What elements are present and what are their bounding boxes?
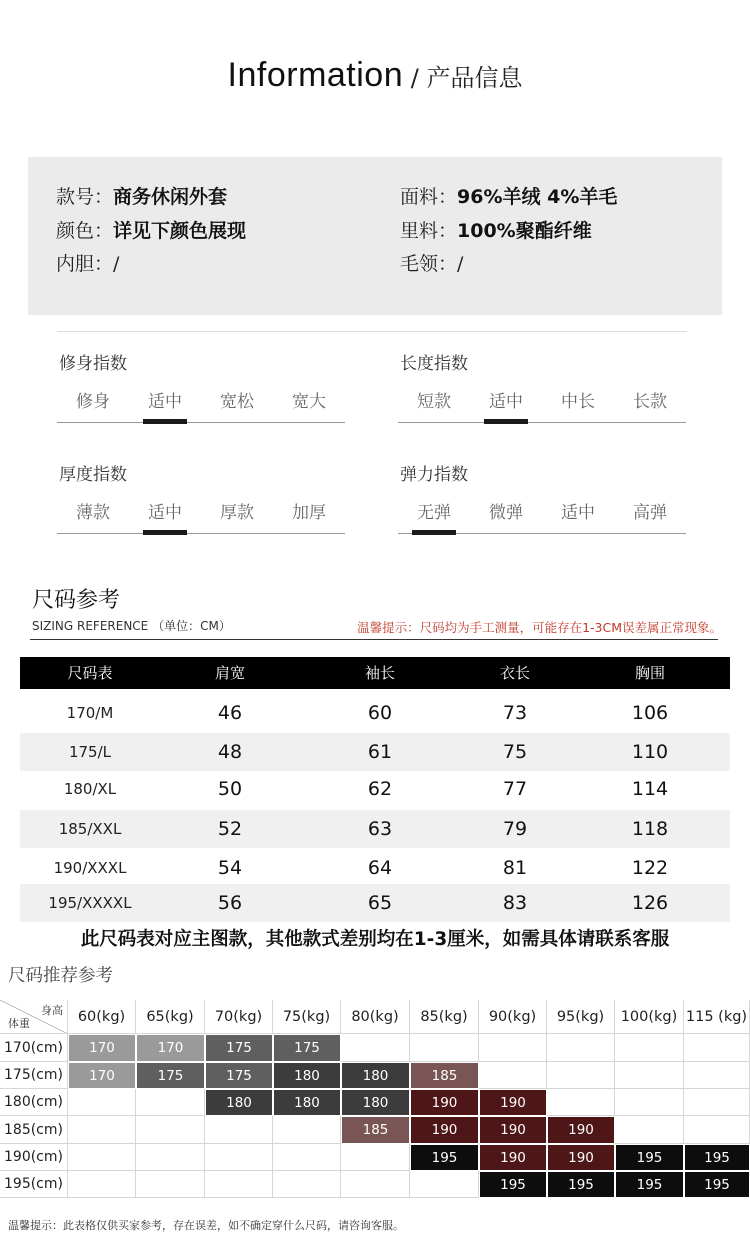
empty-cell [205,1144,273,1171]
scale-option: 中长 [561,392,595,412]
sizing-warning: 温馨提示：尺码均为手工测量，可能存在1-3CM误差属正常现象。 [357,620,722,635]
scale-option: 厚款 [220,503,254,523]
info-lining: 里料：100%聚酯纤维 [400,220,592,242]
empty-cell [273,1116,341,1144]
scale-marker [484,419,528,424]
scale-track [398,422,686,423]
size-value-cell: 63 [367,818,393,840]
scale-option: 短款 [417,392,451,412]
recommended-size-cell: 180 [342,1090,410,1116]
recommended-size-cell: 175 [206,1063,273,1089]
empty-cell [273,1144,341,1171]
recommend-table [0,1000,750,1198]
empty-cell [615,1116,684,1144]
height-header: 180(cm) [0,1089,68,1116]
size-label-cell: 190/XXXL [53,859,127,877]
recommended-size-cell: 175 [206,1035,273,1062]
title-english: Information [227,56,404,94]
scale-title: 修身指数 [59,354,127,374]
size-value-cell: 106 [631,702,669,724]
recommended-size-cell: 170 [69,1063,136,1089]
empty-cell [68,1171,136,1198]
empty-cell [410,1171,479,1198]
recommended-size-cell: 195 [616,1145,684,1171]
weight-header: 70(kg) [205,1000,273,1034]
header-cell: 胸围 [634,664,665,682]
weight-header: 95(kg) [547,1000,615,1034]
recommended-size-cell: 195 [480,1172,547,1198]
footer-note: 温馨提示：此表格仅供买家参考，存在误差，如不确定穿什么尺码，请咨询客服。 [8,1219,404,1232]
sizing-subtitle: SIZING REFERENCE （单位：CM） [32,619,231,633]
scale-option: 微弹 [489,503,523,523]
empty-cell [68,1144,136,1171]
empty-cell [547,1089,615,1116]
weight-header: 65(kg) [136,1000,205,1034]
scale-options [57,498,347,522]
sizing-title: 尺码参考 [32,588,121,613]
scale-title: 弹力指数 [400,465,468,485]
empty-cell [205,1116,273,1144]
recommended-size-cell: 170 [137,1035,205,1062]
scale-option: 无弹 [417,503,451,523]
recommended-size-cell: 190 [480,1145,547,1171]
recommended-size-cell: 195 [548,1172,615,1198]
recommended-size-cell: 180 [274,1063,341,1089]
empty-cell [684,1089,750,1116]
size-value-cell: 110 [631,741,669,763]
scale-marker [143,419,187,424]
info-style: 款号：商务休闲外套 [56,186,228,208]
height-header: 190(cm) [0,1144,68,1171]
recommended-size-cell: 195 [616,1172,684,1198]
size-table-row [20,810,730,848]
empty-cell [615,1034,684,1062]
empty-cell [684,1116,750,1144]
size-value-cell: 118 [631,818,669,840]
size-label-cell: 185/XXL [58,820,122,838]
size-value-cell: 56 [217,892,243,914]
empty-cell [547,1062,615,1089]
recommended-size-cell: 190 [548,1145,615,1171]
size-table-header [20,657,730,689]
scale-options [398,498,688,522]
header-cell: 尺码表 [67,664,113,682]
size-value-cell: 52 [217,818,243,840]
size-value-cell: 73 [502,702,528,724]
header-cell: 衣长 [499,664,530,682]
size-value-cell: 54 [217,857,243,879]
empty-cell [479,1034,547,1062]
size-value-cell: 60 [367,702,393,724]
scale-marker [412,530,456,535]
scale-title: 长度指数 [400,354,468,374]
divider [57,331,687,332]
empty-cell [136,1116,205,1144]
recommended-size-cell: 190 [411,1117,479,1144]
recommended-size-cell: 195 [411,1145,479,1171]
size-table-row [20,770,730,808]
recommended-size-cell: 175 [274,1035,341,1062]
size-label-cell: 175/L [68,743,112,761]
empty-cell [68,1116,136,1144]
sizing-divider [30,639,718,640]
recommended-size-cell: 195 [685,1145,750,1171]
size-value-cell: 62 [367,778,393,800]
size-table-row [20,733,730,771]
recommended-size-cell: 180 [274,1090,341,1116]
size-label-cell: 180/XL [63,780,117,798]
weight-header: 90(kg) [479,1000,547,1034]
scale-option: 高弹 [633,503,667,523]
recommended-size-cell: 190 [411,1090,479,1116]
empty-cell [341,1171,410,1198]
recommend-title: 尺码推荐参考 [8,966,113,986]
scale-track [57,533,345,534]
empty-cell [136,1144,205,1171]
empty-cell [205,1171,273,1198]
empty-cell [615,1089,684,1116]
empty-cell [341,1144,410,1171]
size-table-row [20,694,730,732]
corner-height-label: 身高 [41,1004,63,1017]
scale-title: 厚度指数 [59,465,127,485]
empty-cell [615,1062,684,1089]
empty-cell [547,1034,615,1062]
empty-cell [273,1171,341,1198]
empty-cell [410,1034,479,1062]
size-value-cell: 114 [631,778,669,800]
size-value-cell: 64 [367,857,393,879]
scale-marker [143,530,187,535]
size-value-cell: 48 [217,741,243,763]
recommended-size-cell: 180 [206,1090,273,1116]
weight-header: 80(kg) [341,1000,410,1034]
scale-option: 适中 [561,503,595,523]
size-value-cell: 83 [502,892,528,914]
empty-cell [684,1034,750,1062]
recommended-size-cell: 190 [548,1117,615,1144]
size-value-cell: 122 [631,857,669,879]
empty-cell [136,1089,205,1116]
weight-header: 100(kg) [615,1000,684,1034]
scale-options [57,387,347,411]
size-value-cell: 65 [367,892,393,914]
height-header: 185(cm) [0,1116,68,1144]
weight-header: 115 (kg) [684,1000,750,1034]
recommended-size-cell: 190 [480,1090,547,1116]
empty-cell [479,1062,547,1089]
size-table-row [20,849,730,887]
scale-option: 薄款 [76,503,110,523]
recommended-size-cell: 175 [137,1063,205,1089]
scale-option: 宽大 [292,392,326,412]
size-value-cell: 126 [631,892,669,914]
weight-header: 75(kg) [273,1000,341,1034]
height-header: 170(cm) [0,1034,68,1062]
product-info-panel [28,157,722,315]
scale-option: 适中 [489,392,523,412]
empty-cell [136,1171,205,1198]
weight-header: 85(kg) [410,1000,479,1034]
scale-track [57,422,345,423]
scale-options [398,387,688,411]
size-value-cell: 81 [502,857,528,879]
header-cell: 肩宽 [214,664,245,682]
size-value-cell: 75 [502,741,528,763]
size-table-row [20,884,730,922]
size-label-cell: 170/M [66,704,114,722]
info-fabric: 面料：96%羊绒 4%羊毛 [400,186,618,208]
empty-cell [341,1034,410,1062]
size-value-cell: 77 [502,778,528,800]
empty-cell [684,1062,750,1089]
scale-option: 修身 [76,392,110,412]
size-value-cell: 79 [502,818,528,840]
height-header: 175(cm) [0,1062,68,1089]
header-cell: 袖长 [364,664,395,682]
scale-option: 长款 [633,392,667,412]
recommended-size-cell: 195 [685,1172,750,1198]
empty-cell [68,1089,136,1116]
recommended-size-cell: 185 [411,1063,479,1089]
page-title [0,56,750,95]
size-value-cell: 61 [367,741,393,763]
recommended-size-cell: 180 [342,1063,410,1089]
size-note: 此尺码表对应主图款，其他款式差别均在1-3厘米，如需具体请联系客服 [80,929,670,950]
recommended-size-cell: 190 [480,1117,547,1144]
table-corner [0,1000,68,1034]
info-liner: 内胆：/ [56,253,120,275]
size-value-cell: 46 [217,702,243,724]
recommended-size-cell: 185 [342,1117,410,1144]
scale-option: 加厚 [292,503,326,523]
scale-option: 适中 [148,503,182,523]
weight-header: 60(kg) [68,1000,136,1034]
height-header: 195(cm) [0,1171,68,1198]
corner-weight-label: 体重 [8,1017,30,1030]
size-label-cell: 195/XXXXL [48,894,132,912]
scale-option: 适中 [148,392,182,412]
scale-option: 宽松 [220,392,254,412]
size-value-cell: 50 [217,778,243,800]
info-color: 颜色：详见下颜色展现 [56,220,247,242]
info-collar: 毛领：/ [400,253,464,275]
recommended-size-cell: 170 [69,1035,136,1062]
title-chinese: / 产品信息 [403,64,523,92]
